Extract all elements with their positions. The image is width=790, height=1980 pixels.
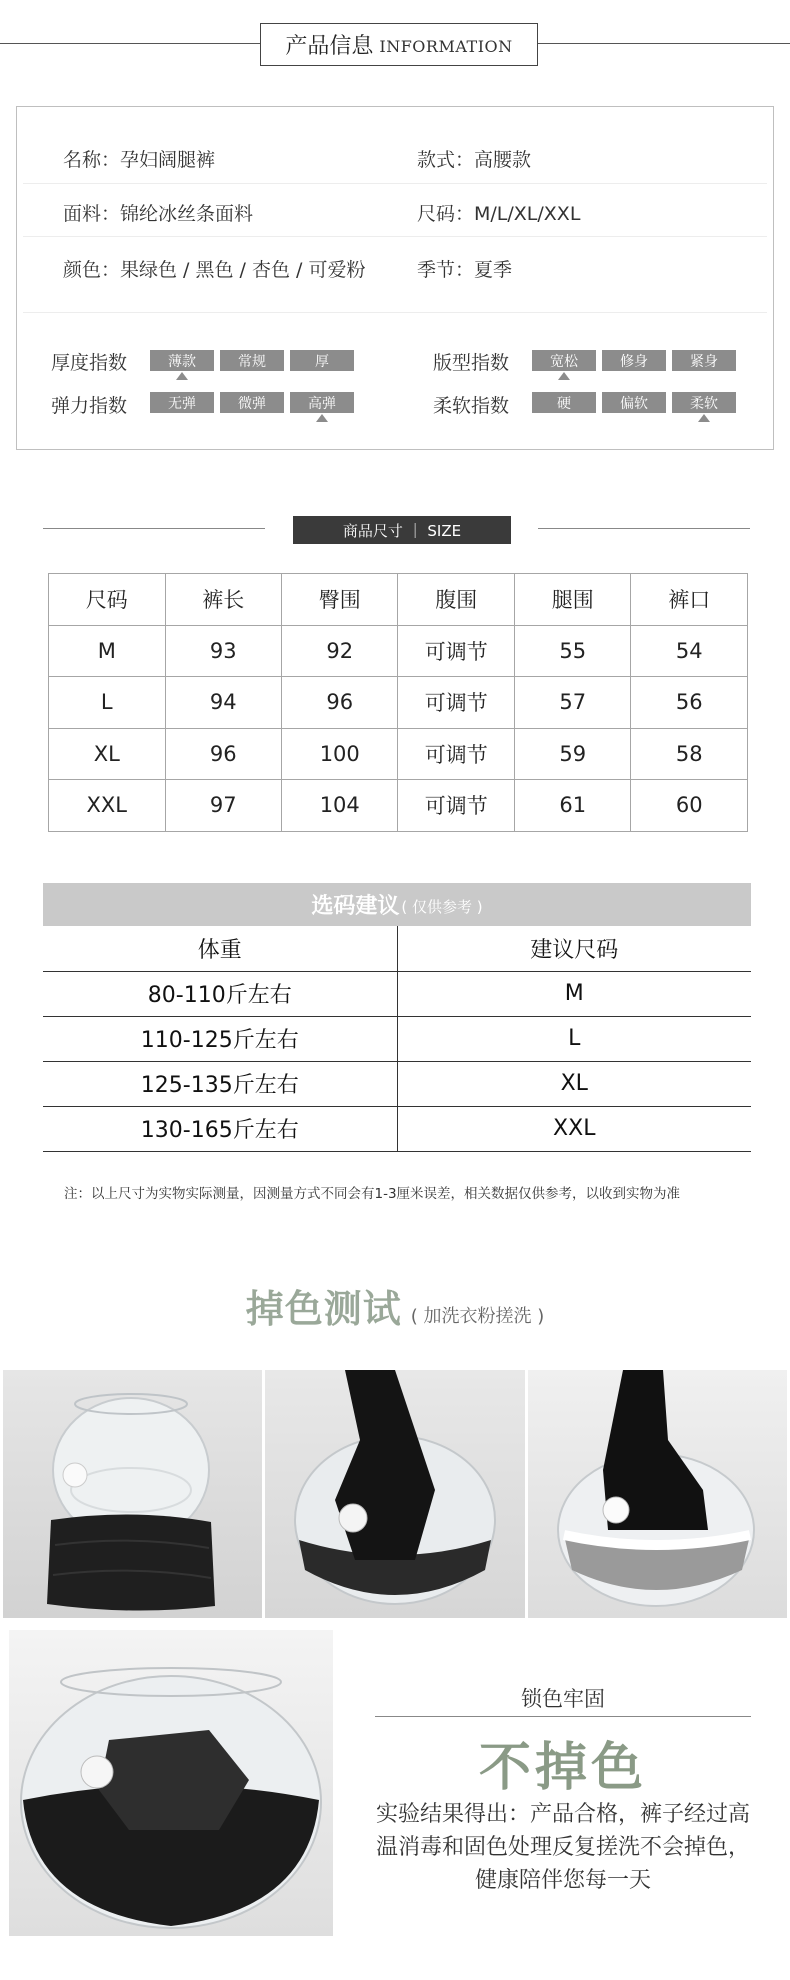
table-row xyxy=(43,1106,751,1151)
table-row xyxy=(43,1016,751,1061)
no-fade-headline: 不掉色 xyxy=(478,1738,647,1798)
bowl-with-pants-icon xyxy=(265,1370,525,1618)
color-test-title-block xyxy=(0,1278,790,1333)
softness-option-hard: 硬 xyxy=(532,392,596,413)
elasticity-label: 弹力指数 xyxy=(51,395,128,417)
test-photo-scrubbing xyxy=(528,1370,787,1618)
table-cell: 96 xyxy=(165,728,281,780)
info-fabric: 面料：锦纶冰丝条面料 xyxy=(63,203,254,225)
table-header: 裤口 xyxy=(631,574,748,626)
table-header: 腹围 xyxy=(398,574,514,626)
table-cell: 可调节 xyxy=(398,728,514,780)
table-row xyxy=(43,926,751,971)
section-header-info xyxy=(260,23,538,66)
fit-option-tight: 紧身 xyxy=(672,350,736,371)
thickness-option-thin: 薄款 xyxy=(150,350,214,371)
elasticity-option-slight: 微弹 xyxy=(220,392,284,413)
table-cell: 60 xyxy=(631,780,748,832)
table-cell: 可调节 xyxy=(398,625,514,677)
table-row xyxy=(49,780,748,832)
divider xyxy=(23,236,767,237)
recommend-table xyxy=(43,926,751,1152)
table-cell: 93 xyxy=(165,625,281,677)
table-cell: 55 xyxy=(514,625,630,677)
selected-marker-icon xyxy=(316,414,328,422)
table-cell: 54 xyxy=(631,625,748,677)
divider xyxy=(23,183,767,184)
bowl-icon xyxy=(3,1370,262,1618)
bowl-with-foam-icon xyxy=(528,1370,787,1618)
size-rule-right xyxy=(538,528,750,529)
recommend-subtitle: ( 仅供参考 ) xyxy=(401,898,483,916)
table-cell: M xyxy=(397,971,751,1016)
color-test-subtitle: ( 加洗衣粉搓洗 ) xyxy=(410,1306,545,1327)
table-cell: 97 xyxy=(165,780,281,832)
table-cell: 130-165斤左右 xyxy=(43,1106,397,1151)
product-info-box xyxy=(16,106,774,450)
elasticity-option-none: 无弹 xyxy=(150,392,214,413)
table-cell: 58 xyxy=(631,728,748,780)
info-name: 名称：孕妇阔腿裤 xyxy=(63,149,216,171)
selected-marker-icon xyxy=(698,414,710,422)
divider xyxy=(23,312,767,313)
table-cell: 61 xyxy=(514,780,630,832)
test-result-description: 实验结果得出：产品合格，裤子经过高温消毒和固色处理反复搓洗不会掉色，健康陪伴您每一天 xyxy=(375,1802,750,1893)
recommend-header xyxy=(43,883,751,926)
table-cell: 59 xyxy=(514,728,630,780)
info-style: 款式：高腰款 xyxy=(417,149,532,171)
table-header: 裤长 xyxy=(165,574,281,626)
table-header: 尺码 xyxy=(49,574,166,626)
lock-color-label: 锁色牢固 xyxy=(521,1687,605,1711)
table-row xyxy=(49,625,748,677)
table-cell: 可调节 xyxy=(398,677,514,729)
table-cell: 56 xyxy=(631,677,748,729)
thickness-option-thick: 厚 xyxy=(290,350,354,371)
table-header: 臀围 xyxy=(281,574,398,626)
thickness-label: 厚度指数 xyxy=(51,352,128,374)
softness-option-soft: 柔软 xyxy=(672,392,736,413)
table-header: 腿围 xyxy=(514,574,630,626)
test-photo-bowl-and-pants xyxy=(3,1370,262,1618)
table-row xyxy=(43,971,751,1016)
softness-option-medium: 偏软 xyxy=(602,392,666,413)
size-table xyxy=(48,573,748,832)
table-row xyxy=(49,728,748,780)
table-cell: 92 xyxy=(281,625,398,677)
size-section-title: 商品尺寸 ｜ SIZE xyxy=(293,516,511,544)
thickness-option-normal: 常规 xyxy=(220,350,284,371)
table-cell: 96 xyxy=(281,677,398,729)
table-cell: 57 xyxy=(514,677,630,729)
table-row xyxy=(43,1061,751,1106)
table-cell: 100 xyxy=(281,728,398,780)
header-title-en: INFORMATION xyxy=(379,37,513,56)
info-size: 尺码：M/L/XL/XXL xyxy=(417,203,581,225)
table-header: 建议尺码 xyxy=(397,926,751,971)
table-cell: XXL xyxy=(49,780,166,832)
table-row xyxy=(49,574,748,626)
lock-rule xyxy=(375,1716,751,1717)
table-header: 体重 xyxy=(43,926,397,971)
info-color: 颜色：果绿色 / 黑色 / 杏色 / 可爱粉 xyxy=(63,259,366,281)
bowl-result-icon xyxy=(9,1630,333,1936)
table-cell: XL xyxy=(49,728,166,780)
recommend-title: 选码建议 xyxy=(311,894,400,919)
table-cell: L xyxy=(49,677,166,729)
info-season: 季节：夏季 xyxy=(417,259,513,281)
test-photo-washing xyxy=(265,1370,525,1618)
fit-option-slim: 修身 xyxy=(602,350,666,371)
softness-label: 柔软指数 xyxy=(433,395,510,417)
table-row xyxy=(49,677,748,729)
table-cell: M xyxy=(49,625,166,677)
measurement-note: 注：以上尺寸为实物实际测量，因测量方式不同会有1-3厘米误差，相关数据仅供参考，以收到实物为准 xyxy=(64,1186,681,1202)
table-cell: 110-125斤左右 xyxy=(43,1016,397,1061)
table-cell: 125-135斤左右 xyxy=(43,1061,397,1106)
table-cell: 80-110斤左右 xyxy=(43,971,397,1016)
size-rule-left xyxy=(43,528,265,529)
elasticity-option-high: 高弹 xyxy=(290,392,354,413)
selected-marker-icon xyxy=(558,372,570,380)
header-title-cn: 产品信息 xyxy=(285,34,374,59)
table-cell: 可调节 xyxy=(398,780,514,832)
table-cell: 94 xyxy=(165,677,281,729)
fit-label: 版型指数 xyxy=(433,352,510,374)
selected-marker-icon xyxy=(176,372,188,380)
table-cell: XXL xyxy=(397,1106,751,1151)
table-cell: L xyxy=(397,1016,751,1061)
test-photo-result xyxy=(9,1630,333,1936)
table-cell: XL xyxy=(397,1061,751,1106)
table-cell: 104 xyxy=(281,780,398,832)
color-test-title: 掉色测试 xyxy=(245,1287,402,1331)
fit-option-loose: 宽松 xyxy=(532,350,596,371)
